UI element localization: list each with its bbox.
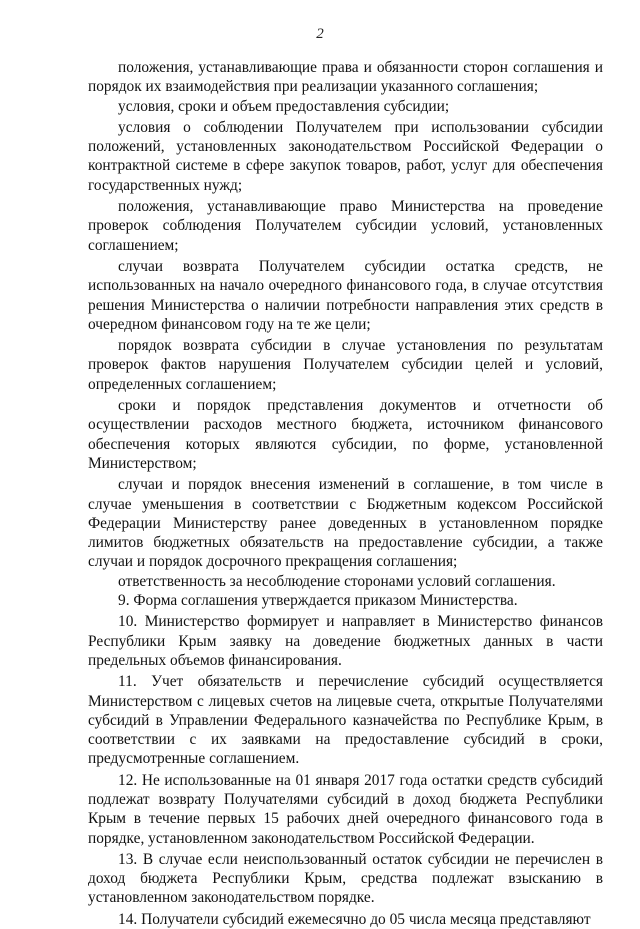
paragraph: 14. Получатели субсидий ежемесячно до 05 числа месяца представляют — [118, 910, 591, 928]
paragraph: условия, сроки и объем предоставления субсидии; — [118, 97, 450, 115]
paragraph: случаи и порядок внесения изменений в соглашение, в том числе в случае уменьшения в соответствии с Бюджетным кодексом Российской Федерации Министерству ранее доведенных в установленном порядке лимитов бюджетных обязательств на предоставление субсидии, а также случаи и порядок досрочного прекращения соглашения; — [88, 476, 603, 571]
paragraph: положения, устанавливающие право Министерства на проведение проверок соблюдения Получателем субсидии условий, установленных соглашением; — [88, 198, 603, 254]
paragraph: 12. Не использованные на 01 января 2017 года остатки средств субсидий подлежат возврату Получателями субсидий в доход бюджета Республики Крым в течение первых 15 рабочих дней очередного финансового года в порядке, установленном законодательством Российской Федерации. — [88, 771, 603, 847]
paragraph: порядок возврата субсидии в случае установления по результатам проверок фактов нарушения Получателем субсидии целей и условий, определенных соглашением; — [88, 337, 603, 393]
document-body — [88, 58, 603, 929]
paragraph: 11. Учет обязательств и перечисление субсидий осуществляется Министерством с лицевых счетов на лицевые счета, открытые Получателями субсидий в Управлении Федерального казначейства по Республике Крым, в соответствии с их заявками на предоставление субсидий в сроки, предусмотренные соглашением. — [88, 673, 603, 768]
paragraph: 13. В случае если неиспользованный остаток субсидии не перечислен в доход бюджета Республики Крым, средства подлежат взысканию в установленном законодательством порядке. — [88, 850, 603, 907]
paragraph: случаи возврата Получателем субсидии остатка средств, не использованных на начало очередного финансового года, в случае отсутствия решения Министерства о наличии потребности направления этих средств в очередном финансовом году на те же цели; — [88, 257, 603, 333]
paragraph: ответственность за несоблюдение сторонами условий соглашения. — [118, 572, 556, 590]
paragraph: 9. Форма соглашения утверждается приказом Министерства. — [118, 592, 518, 610]
paragraph: 10. Министерство формирует и направляет в Министерство финансов Республики Крым заявку на доведение бюджетных данных в части предельных объемов финансирования. — [88, 613, 603, 669]
paragraph: положения, устанавливающие права и обязанности сторон соглашения и порядок их взаимодействия при реализации указанного соглашения; — [88, 59, 603, 96]
paragraph: сроки и порядок представления документов и отчетности об осуществлении расходов местного бюджета, источником финансового обеспечения которых являются субсидии, по форме, установленной Министерством; — [88, 397, 603, 472]
page-number: 2 — [316, 26, 324, 42]
paragraph: условия о соблюдении Получателем при использовании субсидии положений, установленных законодательством Российской Федерации о контрактной системе в сфере закупок товаров, работ, услуг для обеспечения государственных нужд; — [88, 118, 603, 194]
